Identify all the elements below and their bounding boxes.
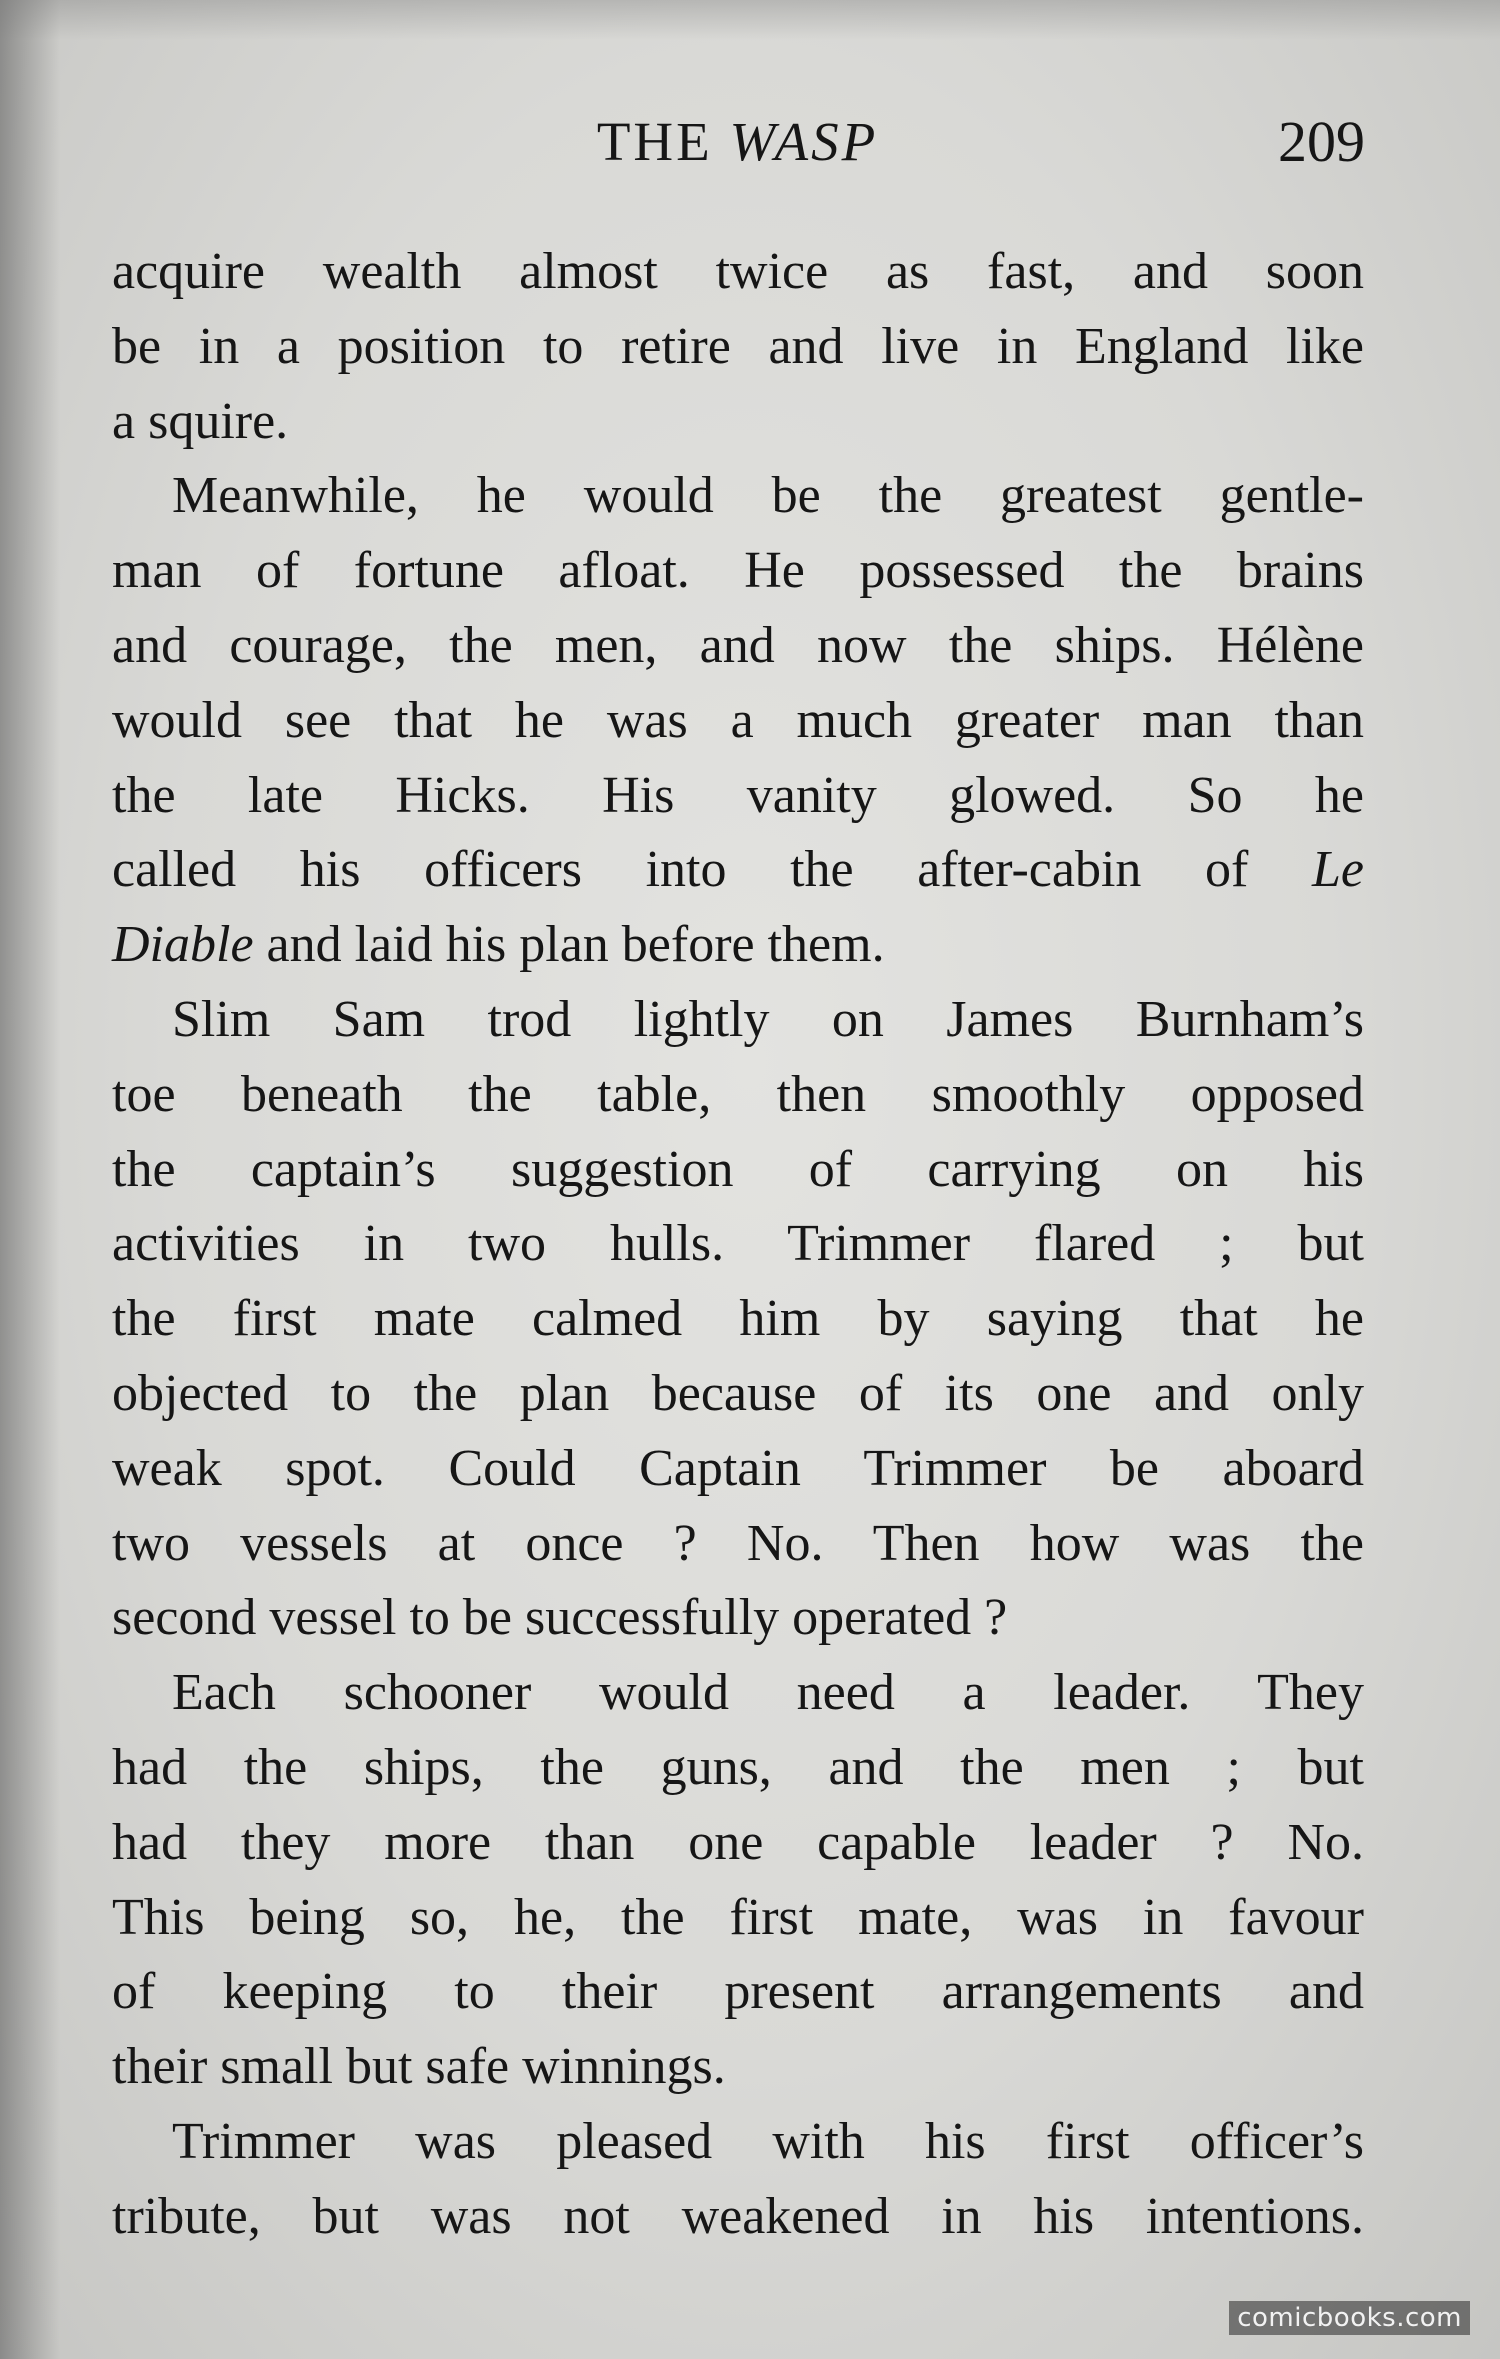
text-line: the captain’s suggestion of carrying on his: [112, 1140, 1364, 1198]
ship-name-italic: Diable: [112, 916, 254, 974]
ship-name-italic: Le: [1312, 841, 1364, 899]
running-title-prefix: THE: [596, 111, 713, 172]
top-edge-shade: [0, 0, 1500, 40]
text-line: their small but safe winnings.: [112, 2038, 726, 2096]
text-line: Trimmer was pleased with his first officer’s: [172, 2112, 1364, 2170]
binding-shadow: [0, 0, 60, 2359]
text-line-part: called his officers into the after-cabin of: [112, 841, 1249, 899]
text-line: [112, 833, 1364, 908]
page-number: 209: [1278, 109, 1365, 174]
text-line: acquire wealth almost twice as fast, and soon: [112, 243, 1364, 300]
text-line: would see that he was a much greater man than: [112, 691, 1364, 749]
text-line: a squire.: [112, 392, 289, 450]
text-line: weak spot. Could Captain Trimmer be aboard: [112, 1439, 1364, 1497]
text-line: Slim Sam trod lightly on James Burnham’s: [172, 990, 1364, 1048]
text-line: of keeping to their present arrangements and: [112, 1963, 1364, 2021]
text-line-part: and laid his plan before them.: [266, 916, 885, 974]
running-title: [0, 109, 1475, 174]
text-line: second vessel to be successfully operated ?: [112, 1589, 1008, 1647]
running-head: [0, 109, 1500, 174]
text-line: be in a position to retire and live in England like: [112, 317, 1364, 375]
text-line: two vessels at once ? No. Then how was the: [112, 1514, 1364, 1572]
body-text: [112, 235, 1364, 2255]
text-line: tribute, but was not weakened in his intentions.: [112, 2187, 1364, 2245]
text-line: the first mate calmed him by saying that he: [112, 1290, 1364, 1348]
text-line: [112, 908, 1364, 983]
text-line: This being so, he, the first mate, was in favour: [112, 1888, 1364, 1946]
text-line: Each schooner would need a leader. They: [172, 1664, 1364, 1722]
text-line: the late Hicks. His vanity glowed. So he: [112, 766, 1364, 824]
site-watermark: comicbooks.com: [1229, 2301, 1470, 2335]
running-title-italic: WASP: [729, 111, 879, 172]
text-line: man of fortune afloat. He possessed the brains: [112, 542, 1364, 600]
text-line: Meanwhile, he would be the greatest gentle-: [172, 467, 1364, 525]
text-line: activities in two hulls. Trimmer flared ; but: [112, 1215, 1364, 1273]
text-line: had the ships, the guns, and the men ; but: [112, 1738, 1364, 1796]
text-line: had they more than one capable leader ? No.: [112, 1813, 1364, 1871]
text-line: and courage, the men, and now the ships. Hélène: [112, 616, 1364, 674]
text-line: toe beneath the table, then smoothly opposed: [112, 1065, 1364, 1123]
text-line: objected to the plan because of its one and only: [112, 1364, 1364, 1422]
